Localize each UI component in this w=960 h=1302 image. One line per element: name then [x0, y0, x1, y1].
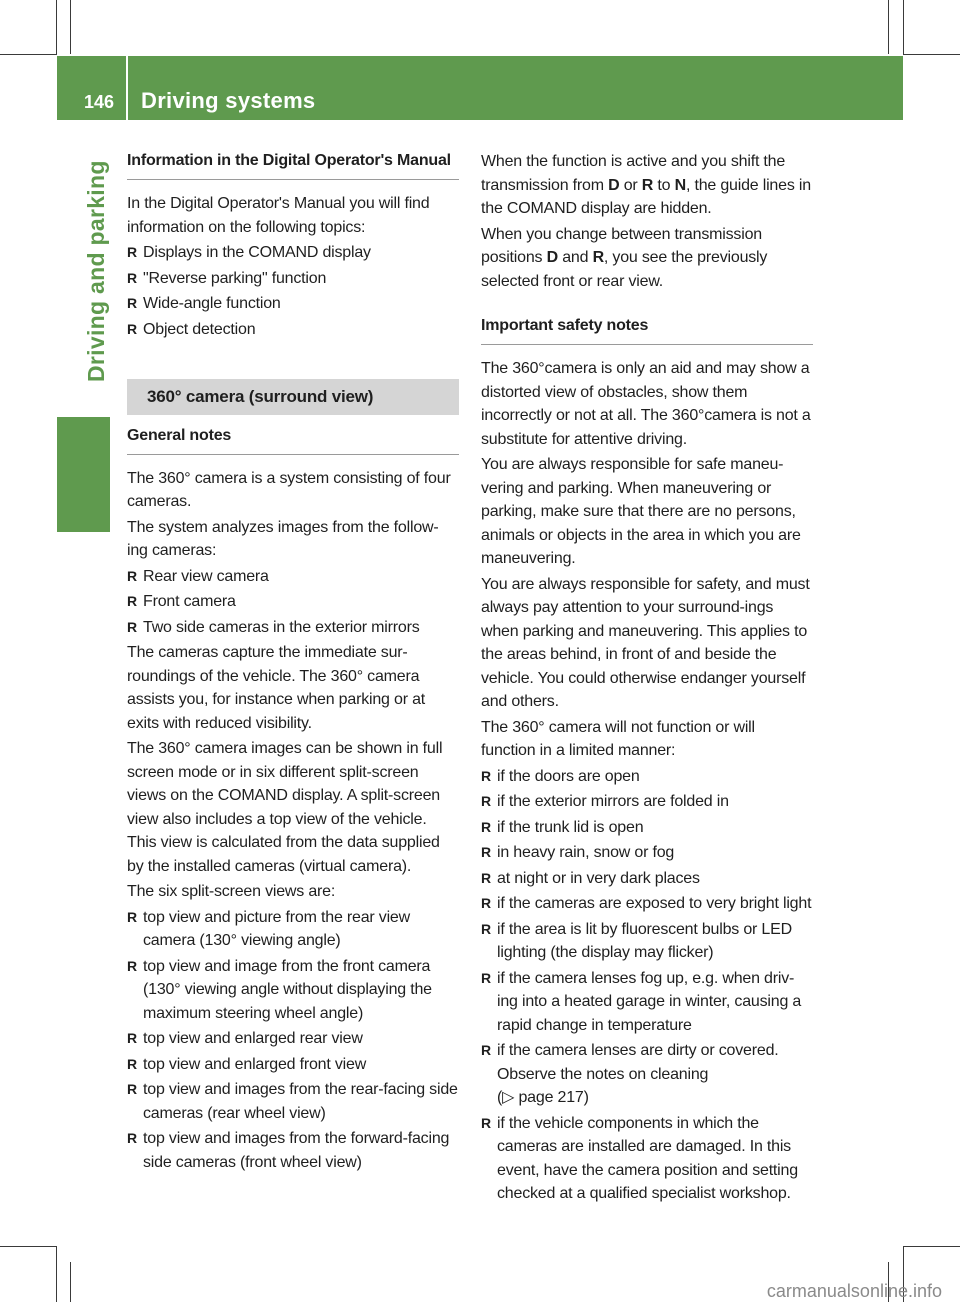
list-item: R top view and images from the rear-facing side cameras (rear wheel view)	[127, 1078, 459, 1125]
list-item: R if the vehicle components in which the cameras are installed are damaged. In this event, have the camera position and setting checked at a qualified specialist workshop.	[481, 1112, 813, 1206]
bullet: R	[127, 1055, 137, 1072]
info-intro: In the Digital Operator's Manual you will find information on the following topics:	[127, 195, 430, 236]
list-item: R Displays in the COMAND display	[127, 241, 459, 265]
crop-mark	[903, 0, 904, 54]
paragraph: The six split-screen views are:	[127, 883, 336, 900]
side-tab-block	[57, 417, 110, 532]
crop-mark	[56, 1246, 57, 1302]
bullet: R	[481, 793, 491, 809]
bullet: R	[481, 767, 491, 784]
list-item: R top view and enlarged rear view	[127, 1027, 459, 1051]
bullet: R	[127, 567, 137, 584]
bullet: R	[127, 1030, 137, 1046]
paragraph: When you change between transmission positions D and R, you see the previously selected front or rear view.	[481, 225, 768, 290]
paragraph: The 360° camera images can be shown in full screen mode or in six different split-screen views on the COMAND display. A split-screen view also includes a top view of the vehicle. This view is calculated from the data supplied by the installed cameras (virtual camera).	[127, 740, 443, 875]
crop-mark	[903, 54, 960, 55]
paragraph: The 360°camera is only an aid and may show a distorted view of obstacles, show them incorrectly or not at all. The 360°camera is not a substitute for attentive driving.	[481, 360, 811, 448]
bullet: R	[127, 957, 137, 974]
section-title: Driving systems	[141, 88, 316, 113]
list-item: R top view and image from the front camera (130° viewing angle without displaying the maximum steering wheel angle)	[127, 955, 459, 1026]
list-item: R top view and picture from the rear view camera (130° viewing angle)	[127, 906, 459, 953]
list-item: R Object detection	[127, 318, 459, 342]
list-item: R if the area is lit by fluorescent bulbs or LED lighting (the display may flicker)	[481, 918, 813, 965]
bullet: R	[127, 244, 137, 260]
paragraph: The system analyzes images from the follow-ing cameras:	[127, 518, 439, 559]
crop-mark	[888, 0, 889, 54]
left-column	[127, 150, 459, 1176]
list-item: R if the camera lenses fog up, e.g. when driv-ing into a heated garage in winter, causing a rapid change in temperature	[481, 967, 813, 1038]
conditions-list	[481, 765, 813, 1206]
bullet: R	[481, 969, 491, 986]
safety-heading: Important safety notes	[481, 315, 813, 345]
paragraph: The 360° camera is a system consisting of four cameras.	[127, 469, 451, 510]
camera-section-heading: 360° camera (surround view)	[127, 379, 459, 415]
paragraph: The 360° camera will not function or will function in a limited manner:	[481, 718, 755, 759]
paragraph: You are always responsible for safe maneu-vering and parking. When maneuvering or parking, make sure that there are no persons, animals or objects in the area in which you are maneuvering.	[481, 456, 801, 567]
crop-mark	[56, 0, 57, 54]
page-reference-link[interactable]: (▷ page 217)	[497, 1089, 589, 1106]
bullet: R	[481, 920, 491, 937]
list-item: R if the exterior mirrors are folded in	[481, 790, 813, 814]
crop-mark	[70, 1262, 71, 1302]
crop-mark	[0, 1246, 57, 1247]
header-divider	[126, 56, 128, 120]
general-notes-heading: General notes	[127, 425, 459, 455]
list-item: R if the trunk lid is open	[481, 816, 813, 840]
list-item: R if the camera lenses are dirty or covered. Observe the notes on cleaning (▷ page 217)	[481, 1039, 813, 1110]
bullet: R	[127, 1081, 137, 1097]
bullet: R	[127, 295, 137, 311]
list-item: R Two side cameras in the exterior mirrors	[127, 616, 459, 640]
list-item: R Wide-angle function	[127, 292, 459, 316]
list-item: R if the cameras are exposed to very bright light	[481, 892, 813, 916]
crop-mark	[0, 54, 57, 55]
crop-mark	[70, 0, 71, 54]
views-list	[127, 906, 459, 1175]
bullet: R	[127, 1130, 137, 1146]
list-item: R "Reverse parking" function	[127, 267, 459, 291]
cameras-list	[127, 565, 459, 640]
list-item: R Front camera	[127, 590, 459, 614]
list-item: R at night or in very dark places	[481, 867, 813, 891]
side-tab-label: Driving and parking	[83, 160, 109, 382]
page-number: 146	[84, 92, 115, 112]
info-topics-list	[127, 241, 459, 341]
bullet: R	[127, 593, 137, 609]
list-item: R top view and images from the forward-facing side cameras (front wheel view)	[127, 1127, 459, 1174]
bullet: R	[481, 844, 491, 860]
list-item: R if the doors are open	[481, 765, 813, 789]
list-item: R Rear view camera	[127, 565, 459, 589]
watermark: carmanualsonline.info	[766, 1281, 942, 1301]
bullet: R	[481, 818, 491, 835]
paragraph: When the function is active and you shift the transmission from D or R to N, the guide lines in the COMAND display are hidden.	[481, 153, 811, 217]
bullet: R	[127, 269, 137, 286]
paragraph: You are always responsible for safety, and must always pay attention to your surround-ings when parking and maneuvering. This applies to the areas behind, in front of and beside the vehicle. You could otherwise endanger yourself and others.	[481, 575, 810, 710]
list-item: R in heavy rain, snow or fog	[481, 841, 813, 865]
crop-mark	[903, 1246, 960, 1247]
list-item: R top view and enlarged front view	[127, 1053, 459, 1077]
bullet: R	[127, 320, 137, 337]
bullet: R	[481, 1042, 491, 1058]
right-column	[481, 150, 813, 1208]
paragraph: The cameras capture the immediate sur-roundings of the vehicle. The 360° camera assists you, for instance when parking or at exits with reduced visibility.	[127, 644, 426, 732]
info-heading: Information in the Digital Operator's Manual	[127, 150, 459, 180]
bullet: R	[481, 869, 491, 886]
bullet: R	[481, 895, 491, 911]
bullet: R	[127, 618, 137, 635]
bullet: R	[127, 908, 137, 925]
bullet: R	[481, 1114, 491, 1131]
